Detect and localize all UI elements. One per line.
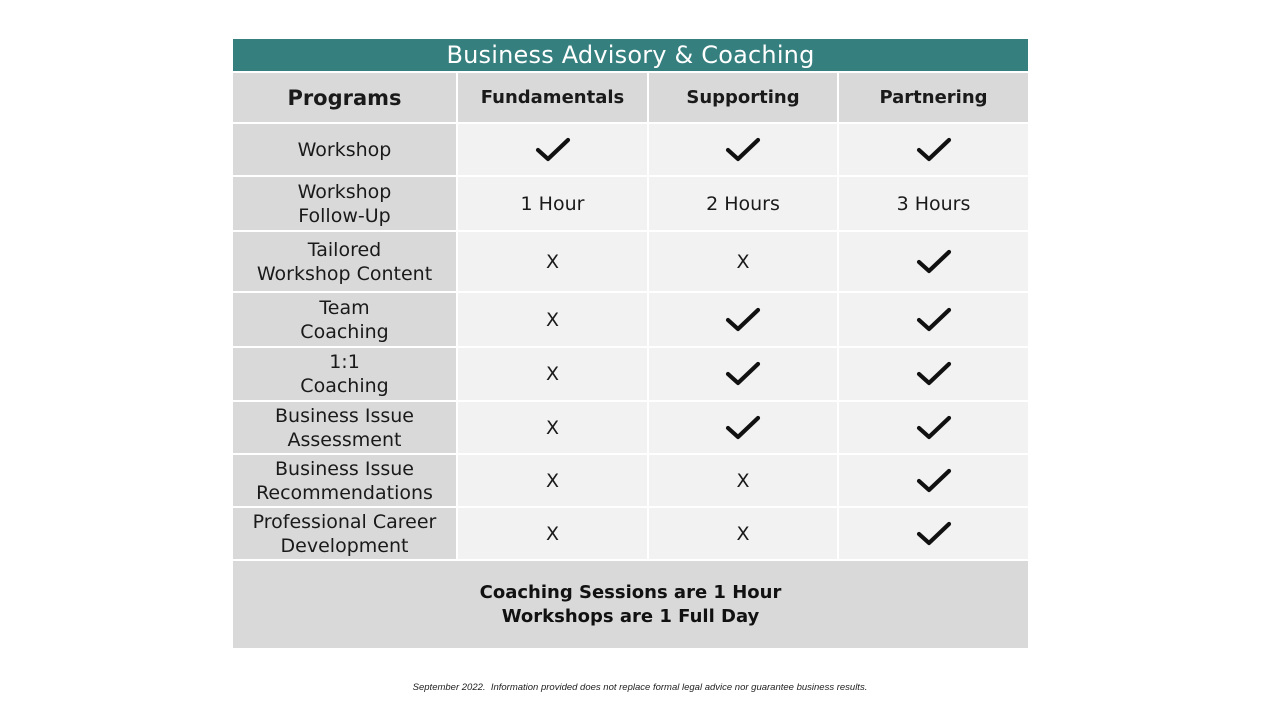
- footer-note: [233, 561, 1028, 648]
- cell-fundamentals: [458, 508, 649, 561]
- cell-fundamentals: [458, 232, 649, 293]
- row-label-line: Recommendations: [256, 481, 433, 504]
- checkmark-icon: [916, 520, 952, 548]
- not-included-mark: X: [736, 250, 750, 273]
- cell-fundamentals: [458, 402, 649, 455]
- not-included-mark: X: [545, 308, 560, 331]
- header-partnering: Partnering: [839, 73, 1028, 124]
- cell-fundamentals: [458, 124, 649, 177]
- not-included-mark: X: [545, 363, 560, 385]
- footer-line-1: Coaching Sessions are 1 Hour: [479, 581, 782, 603]
- cell-partnering: [839, 124, 1028, 177]
- cell-value: 3 Hours: [896, 192, 971, 215]
- row-label: [233, 348, 458, 402]
- table-body: [233, 124, 1028, 561]
- checkmark-icon: [916, 467, 952, 495]
- not-included-mark: X: [736, 469, 750, 492]
- row-label-line: Business Issue: [275, 457, 414, 480]
- cell-partnering: [839, 232, 1028, 293]
- checkmark-icon: [725, 306, 761, 334]
- cell-fundamentals: [458, 455, 649, 508]
- cell-supporting: [649, 293, 839, 348]
- table-grid: [233, 73, 1028, 124]
- row-label-line: Coaching: [300, 320, 389, 343]
- table-title: Business Advisory & Coaching: [233, 39, 1028, 71]
- cell-supporting: [649, 402, 839, 455]
- row-label-line: Follow-Up: [298, 204, 391, 227]
- row-label-line: Workshop: [297, 138, 392, 161]
- comparison-table: [233, 39, 1028, 648]
- row-label: [233, 177, 458, 232]
- cell-partnering: [839, 508, 1028, 561]
- header-fundamentals: Fundamentals: [458, 73, 649, 124]
- row-label: [233, 232, 458, 293]
- cell-fundamentals: [458, 293, 649, 348]
- not-included-mark: X: [545, 522, 560, 545]
- row-label-line: Professional Career: [252, 510, 437, 533]
- checkmark-icon: [916, 306, 952, 334]
- cell-value: 1 Hour: [520, 192, 585, 215]
- cell-supporting: [649, 455, 839, 508]
- row-label-line: 1:1: [329, 351, 360, 373]
- cell-partnering: [839, 348, 1028, 402]
- cell-value: 2 Hours: [706, 192, 780, 215]
- cell-partnering: [839, 402, 1028, 455]
- row-label-line: Workshop Content: [256, 262, 433, 285]
- row-label-line: Workshop: [297, 180, 392, 203]
- not-included-mark: X: [545, 250, 560, 273]
- cell-fundamentals: [458, 177, 649, 232]
- cell-partnering: [839, 177, 1028, 232]
- row-label: [233, 455, 458, 508]
- header-supporting: Supporting: [649, 73, 839, 124]
- cell-supporting: [649, 348, 839, 402]
- disclaimer: September 2022. Information provided does not replace formal legal advice nor guarantee business results.: [412, 682, 868, 693]
- row-label: [233, 293, 458, 348]
- row-label-line: Business Issue: [275, 404, 414, 427]
- checkmark-icon: [916, 414, 952, 442]
- row-label-line: Team: [319, 296, 370, 319]
- cell-partnering: [839, 455, 1028, 508]
- not-included-mark: X: [545, 469, 560, 492]
- footer-line-2: Workshops are 1 Full Day: [501, 605, 760, 627]
- checkmark-icon: [725, 414, 761, 442]
- row-label-line: Tailored: [307, 238, 382, 261]
- checkmark-icon: [916, 136, 952, 164]
- checkmark-icon: [916, 248, 952, 276]
- checkmark-icon: [725, 136, 761, 164]
- cell-supporting: [649, 124, 839, 177]
- row-label-line: Assessment: [287, 428, 402, 451]
- row-label: [233, 508, 458, 561]
- row-label-line: Coaching: [300, 375, 389, 397]
- cell-supporting: [649, 177, 839, 232]
- not-included-mark: X: [545, 416, 560, 439]
- row-label: [233, 124, 458, 177]
- row-label-line: Development: [280, 534, 409, 557]
- not-included-mark: X: [736, 522, 750, 545]
- checkmark-icon: [535, 136, 571, 164]
- cell-supporting: [649, 232, 839, 293]
- cell-supporting: [649, 508, 839, 561]
- cell-fundamentals: [458, 348, 649, 402]
- checkmark-icon: [916, 360, 952, 388]
- row-label: [233, 402, 458, 455]
- header-programs: Programs: [233, 73, 458, 124]
- checkmark-icon: [725, 360, 761, 388]
- cell-partnering: [839, 293, 1028, 348]
